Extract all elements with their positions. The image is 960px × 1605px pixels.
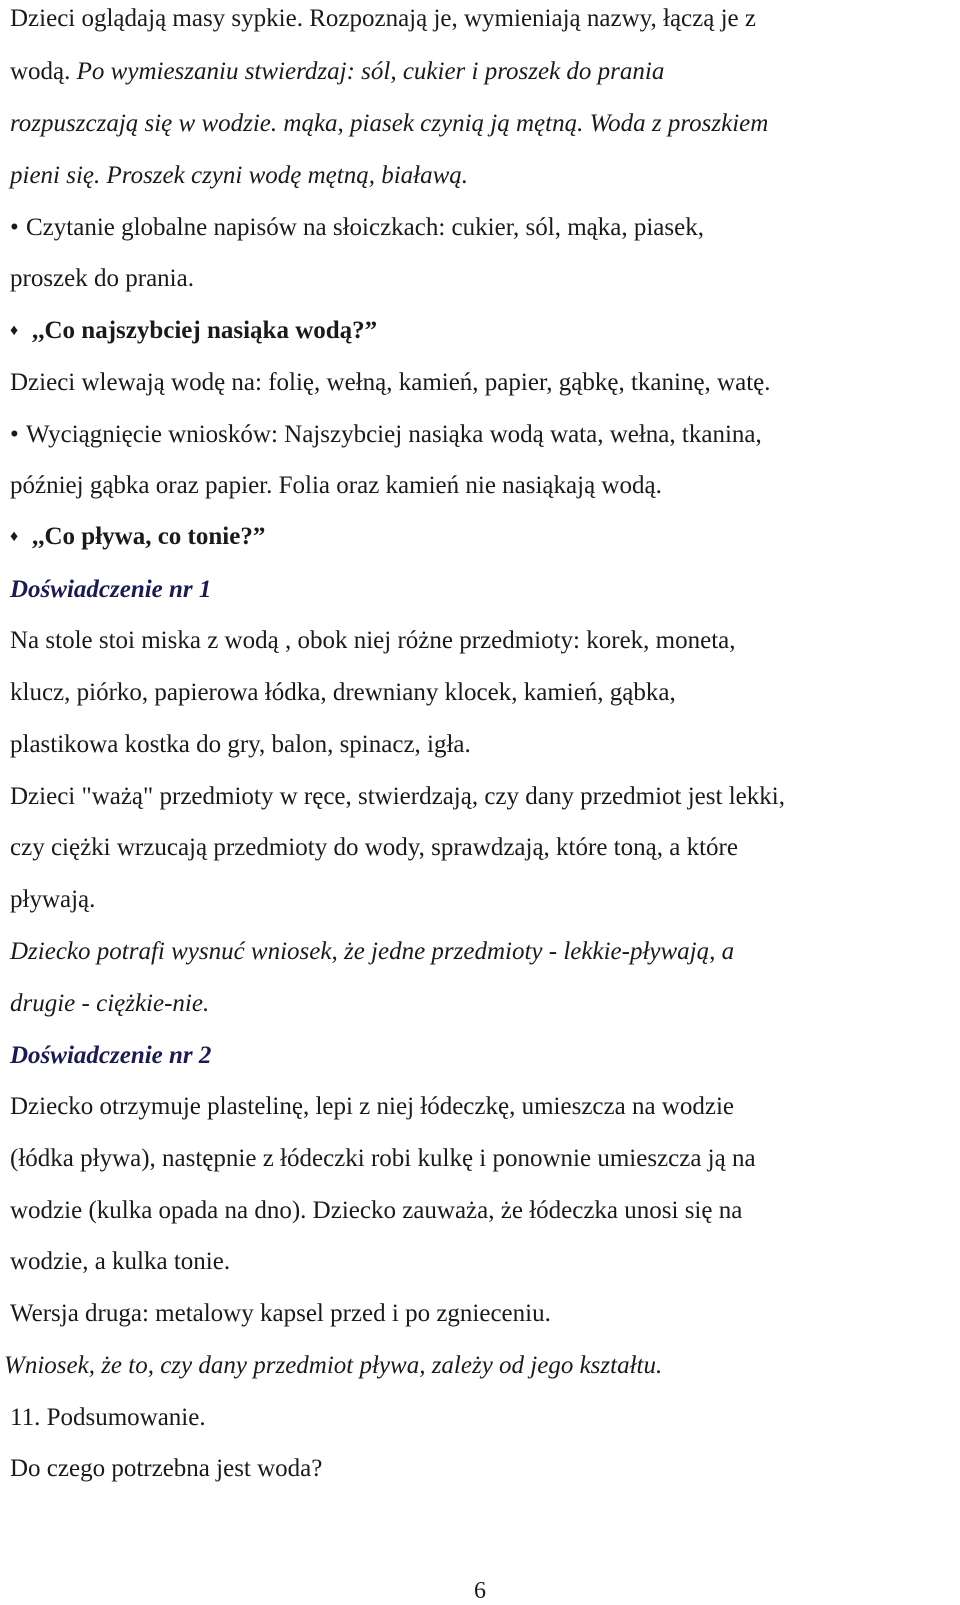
text-line [10,1144,756,1174]
text-segment: Dzieci oglądają masy sypkie. Rozpoznają je, wymieniają nazwy, łączą je z [10,5,756,32]
text-line [10,471,662,501]
text-segment: wodzie (kulka opada na dno). Dziecko zauważa, że łódeczka unosi się na [10,1197,743,1224]
text-line [10,885,95,915]
text-line [10,782,785,812]
text-segment: Wersja druga: metalowy kapsel przed i po zgnieceniu. [10,1300,551,1327]
text-segment: Dziecko potrafi wysnuć wniosek, że jedne przedmioty - lekkie-pływają, a [10,938,735,965]
text-line [10,4,756,34]
text-segment: Dziecko otrzymuje plastelinę, lepi z niej łódeczkę, umieszcza na wodzie [10,1093,734,1120]
text-line [10,57,664,87]
text-segment: wodzie, a kulka tonie. [10,1248,231,1275]
text-segment: czy ciężki wrzucają przedmioty do wody, sprawdzają, które toną, a które [10,834,738,861]
text-line [10,1299,551,1329]
text-segment: Wyciągnięcie wniosków: Najszybciej nasiąka wodą wata, wełna, tkanina, [26,421,762,448]
bullet-icon: • [10,421,19,448]
text-line [10,626,736,656]
text-segment: później gąbka oraz papier. Folia oraz kamień nie nasiąkają wodą. [10,472,662,499]
bullet-icon: • [10,214,19,241]
text-line [10,368,771,398]
text-line [10,1041,211,1071]
text-line [10,264,194,294]
text-segment: proszek do prania. [10,265,194,292]
text-line [10,833,738,863]
text-line [10,522,265,552]
text-segment: pieni się. Proszek czyni wodę mętną, białawą. [10,162,469,189]
diamond-bullet-icon: ♦ [10,322,19,339]
text-line [10,1403,206,1433]
diamond-bullet-icon: ♦ [10,528,19,545]
text-segment: Na stole stoi miska z wodą , obok niej różne przedmioty: korek, moneta, [10,627,736,654]
text-segment: klucz, piórko, papierowa łódka, drewniany klocek, kamień, gąbka, [10,679,676,706]
text-line [10,1247,230,1277]
text-segment: rozpuszczają się w wodzie. mąka, piasek czynią ją mętną. Woda z proszkiem [10,110,769,137]
text-line [10,316,377,346]
text-line [10,213,704,243]
text-segment: Po wymieszaniu stwierdzaj: sól, cukier i proszek do prania [76,58,665,85]
text-line [10,937,734,967]
text-line [10,109,768,139]
text-segment: Wniosek, że to, czy dany przedmiot pływa, zależy od jego kształtu. [4,1352,663,1379]
text-line [10,1092,734,1122]
question-heading: ,,Co najszybciej nasiąka wodą?” [32,317,378,344]
text-line [10,730,471,760]
text-segment: plastikowa kostka do gry, balon, spinacz, igła. [10,731,471,758]
text-line [4,1351,662,1381]
text-segment: Do czego potrzebna jest woda? [10,1455,323,1482]
text-segment: Czytanie globalne napisów na słoiczkach: cukier, sól, mąka, piasek, [26,214,704,241]
text-line [10,161,468,191]
text-segment: (łódka pływa), następnie z łódeczki robi kulkę i ponownie umieszcza ją na [10,1145,756,1172]
text-segment: pływają. [10,886,96,913]
text-segment: Dzieci "ważą" przedmioty w ręce, stwierdzają, czy dany przedmiot jest lekki, [10,783,785,810]
text-segment: wodą. [10,58,77,85]
text-segment: drugie - ciężkie-nie. [10,990,210,1017]
text-line [10,420,762,450]
question-heading: ,,Co pływa, co tonie?” [32,523,266,550]
text-line [10,1196,742,1226]
page-number: 6 [474,1578,486,1604]
section-heading: Doświadczenie nr 1 [10,576,212,603]
section-heading: Doświadczenie nr 2 [10,1042,212,1069]
text-segment: Dzieci wlewają wodę na: folię, wełną, kamień, papier, gąbkę, tkaninę, watę. [10,369,771,396]
text-line [10,989,209,1019]
text-line [10,678,676,708]
text-segment: 11. Podsumowanie. [10,1404,206,1431]
text-line [10,1454,322,1484]
text-line [10,575,211,605]
